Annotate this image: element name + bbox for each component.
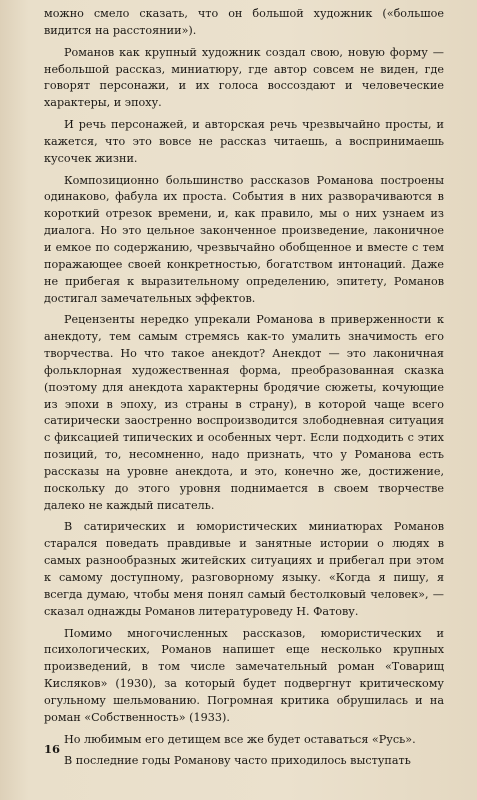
paragraph-7: Помимо многочисленных рассказов, юмористических и психологических, Романов напишет еще несколько крупных произведений, в том числе замечательный роман «Товарищ Кисляков» (1930), за который будет подвергнут критическому огульному шельмованию. Погромная критика обрушилась и на роман «Собственность» (1933). bbox=[44, 626, 444, 724]
paragraph-2: Романов как крупный художник создал свою, новую форму — небольшой рассказ, миниатюру, где автор совсем не виден, где говорят персонажи, и их голоса воссоздают и человеческие характеры, и эпоху. bbox=[44, 45, 444, 110]
paragraph-4: Композиционно большинство рассказов Романова построены одинаково, фабула их проста. События в них разворачиваются в короткий отрезок времени, и, как правило, мы о них узнаем из диалога. Но это цельное законченное произведение, лаконичное и емкое по содержанию, чрезвычайно обобщенное и вместе с тем поражающее своей конкретностью, богатством интонаций. Даже не прибегая к выразительному определению, эпитету, Романов достигал замечательных эффектов. bbox=[44, 173, 444, 305]
paragraph-8: Но любимым его детищем все же будет оставаться «Русь». bbox=[64, 732, 416, 746]
paragraph-3: И речь персонажей, и авторская речь чрезвычайно просты, и кажется, что это вовсе не рассказ читаешь, а воспринимаешь кусочек жизни. bbox=[44, 118, 444, 165]
page-number: 16 bbox=[44, 742, 61, 756]
paragraph-5: Рецензенты нередко упрекали Романова в приверженности к анекдоту, тем самым стремясь как-то умалить значимость его творчества. Но что такое анекдот? Анекдот — это лаконичная фольклорная художественная форма, преобразованная сказка (поэтому для анекдота характерны бродячие сюжеты, кочующие из эпохи в эпоху, из страны в страну), в которой чаще всего сатирически заостренно воспроизводится злободневная ситуация с фиксацией типических и особенных черт. Если подходить с этих позиций, то, несомненно, надо признать, что у Романова есть рассказы на уровне анекдота, и это, конечно же, достижение, поскольку до этого уровня поднимается в своем творчестве далеко не каждый писатель. bbox=[44, 313, 444, 512]
paragraph-6: В сатирических и юмористических миниатюрах Романов старался поведать правдивые и занятные истории о людях в самых разнообразных житейских ситуациях и прибегал при этом к самому доступному, разговорному языку. «Когда я пишу, я всегда думаю, чтобы меня понял самый бестолковый человек», — сказал однажды Романов литературоведу Н. Фатову. bbox=[44, 520, 444, 618]
paragraph-1: можно смело сказать, что он большой художник («большое видится на расстоянии»). bbox=[44, 7, 444, 37]
body-text bbox=[44, 6, 444, 775]
paragraph-9: В последние годы Романову часто приходилось выступать bbox=[64, 754, 411, 768]
